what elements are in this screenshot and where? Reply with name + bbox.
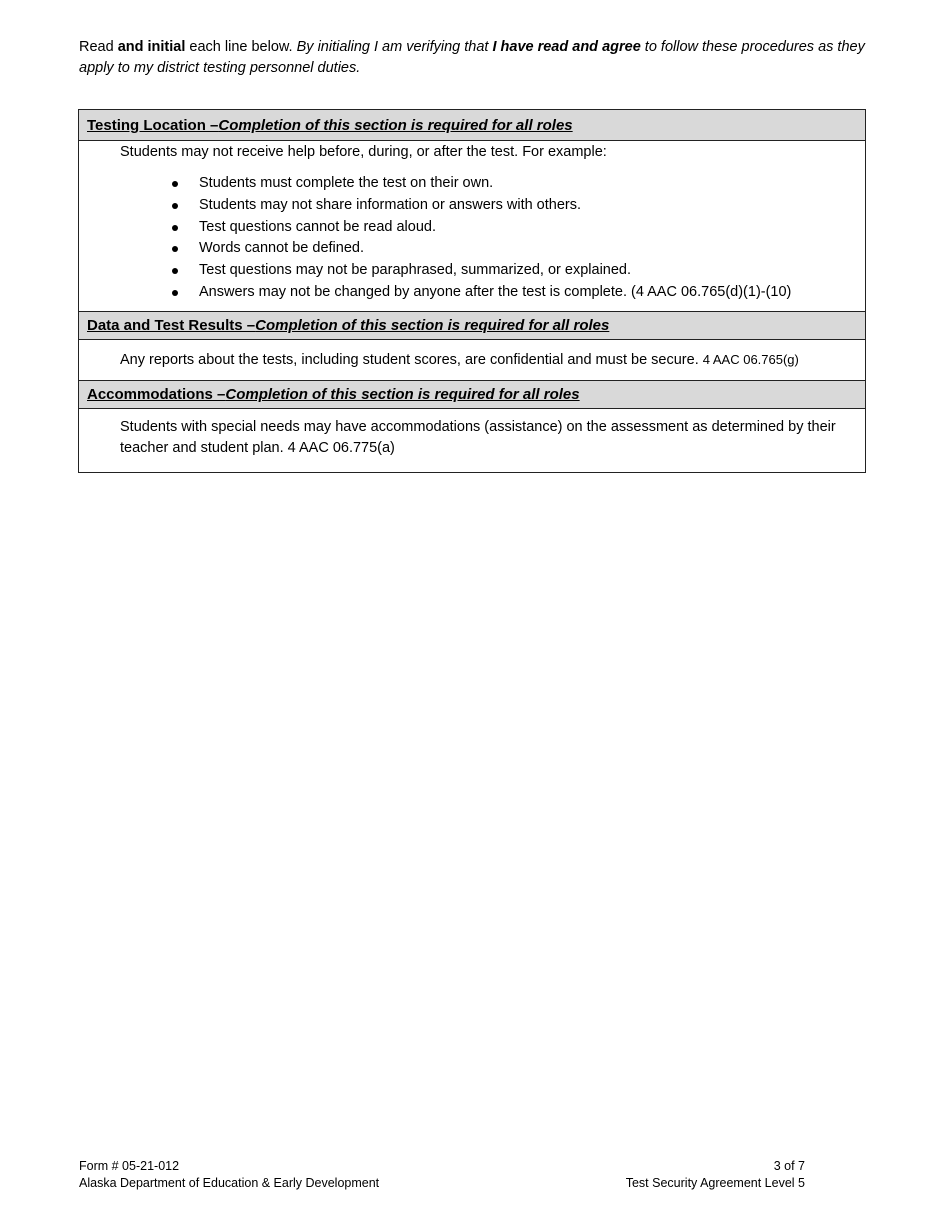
bullet-icon (172, 203, 178, 209)
section-subtitle: Completion of this section is required for all roles (255, 317, 610, 334)
intro-paragraph (79, 37, 879, 79)
bullet-icon (172, 225, 178, 231)
agreement-table (78, 109, 866, 473)
section-subtitle: Completion of this section is required for all roles (218, 116, 573, 134)
footer-right (600, 1158, 805, 1192)
section-body-text: Students with special needs may have accommodations (assistance) on the assessment as determined by their teacher and student plan. 4 AAC 06.775(a) (120, 419, 836, 456)
footer-left (79, 1158, 379, 1192)
section-body-text: Any reports about the tests, including student scores, are confidential and must be secure. 4 AAC 06.765(g) (120, 352, 799, 368)
section-body-testing-location (79, 141, 865, 312)
section-subtitle: Completion of this section is required for all roles (225, 386, 580, 403)
list-item: Answers may not be changed by anyone after the test is complete. (4 AAC 06.765(d)(1)-(10) (79, 282, 865, 304)
document-title: Test Security Agreement Level 5 (625, 1176, 805, 1190)
department-name: Alaska Department of Education & Early Development (79, 1176, 380, 1190)
list-item: Test questions cannot be read aloud. (79, 217, 865, 239)
intro-bold-initial: and initial (117, 39, 186, 55)
list-item: Words cannot be defined. (79, 238, 865, 260)
bullet-icon (172, 290, 178, 296)
section-title: Accommodations – (87, 386, 226, 403)
bullet-icon (172, 246, 178, 252)
citation: 4 AAC 06.765(g) (702, 352, 799, 367)
intro-italic: By initialing I am verifying that (296, 39, 493, 55)
section-header-accommodations (79, 381, 865, 409)
form-number: Form # 05-21-012 (79, 1159, 180, 1173)
intro-text: Read (79, 39, 118, 55)
intro-text: each line below. (185, 39, 297, 55)
bullet-icon (172, 181, 178, 187)
page-number: 3 of 7 (773, 1159, 805, 1173)
intro-bold-agree: I have read and agree (492, 39, 641, 55)
list-item: Students must complete the test on their own. (79, 173, 865, 195)
intro-italic: to follow these procedures as they apply to my district testing personnel duties. (79, 39, 865, 76)
section-header-testing-location (79, 110, 865, 141)
list-item: Students may not share information or answers with others. (79, 195, 865, 217)
section-title: Data and Test Results – (87, 317, 256, 334)
section-title: Testing Location – (87, 116, 219, 134)
bullet-list (79, 173, 865, 304)
section-lead-text: Students may not receive help before, during, or after the test. For example: (120, 144, 607, 160)
section-body-accommodations (79, 409, 865, 472)
list-item: Test questions may not be paraphrased, summarized, or explained. (79, 260, 865, 282)
section-header-data-results (79, 312, 865, 340)
bullet-icon (172, 268, 178, 274)
section-body-data-results (79, 340, 865, 381)
